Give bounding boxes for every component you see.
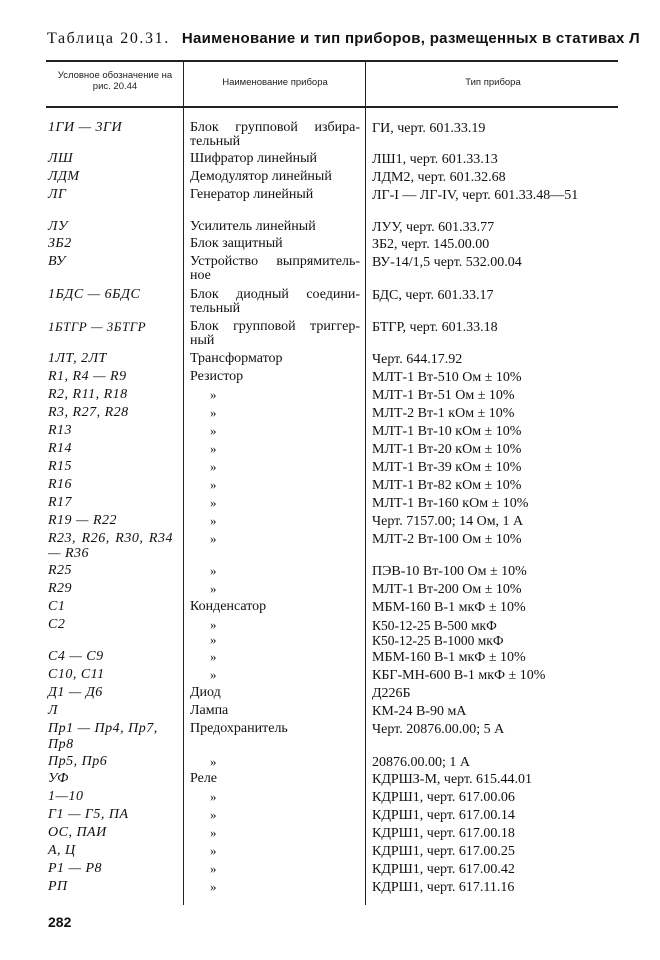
cell-type: МЛТ-2 Вт-100 Ом ± 10% — [372, 532, 522, 547]
cell-symbol: R14 — [48, 441, 73, 456]
cell-type: БТГР, черт. 601.33.18 — [372, 320, 498, 335]
cell-symbol: R13 — [48, 423, 73, 438]
cell-type: МЛТ-1 Вт-10 кОм ± 10% — [372, 424, 522, 439]
cell-symbol: А, Ц — [48, 843, 76, 858]
cell-name — [190, 862, 360, 876]
cell-symbol: 1ГИ — 3ГИ — [48, 120, 123, 135]
header-type: Тип прибора — [465, 77, 521, 88]
table-caption — [47, 30, 647, 48]
cell-name — [190, 808, 360, 822]
cell-symbol: C10, C11 — [48, 667, 105, 682]
cell-symbol: R19 — R22 — [48, 513, 118, 528]
cell-name — [190, 618, 360, 632]
table-label: Таблица 20.31. — [47, 30, 170, 47]
cell-type: КДРШ1, черт. 617.00.42 — [372, 862, 515, 877]
cell-name — [190, 650, 360, 664]
cell-symbol: R2, R11, R18 — [48, 387, 128, 402]
cell-name — [190, 496, 360, 510]
cell-name — [190, 406, 360, 420]
cell-symbol: ЛГ — [48, 187, 67, 202]
cell-name — [190, 478, 360, 492]
cell-name — [190, 755, 360, 769]
ditto-mark: » — [210, 843, 217, 858]
ditto-mark: » — [210, 632, 217, 647]
cell-name: Реле — [190, 771, 218, 786]
ditto-mark: » — [210, 513, 217, 528]
cell-type: ЛДМ2, черт. 601.32.68 — [372, 170, 506, 185]
cell-name: Шифратор линейный — [190, 151, 318, 166]
ditto-mark: » — [210, 459, 217, 474]
cell-type: 20876.00.00; 1 А — [372, 755, 470, 770]
cell-type: КДРШ1, черт. 617.11.16 — [372, 880, 515, 895]
cell-name: Блок диодный соедини-тельный — [190, 287, 360, 316]
cell-symbol: 1БДС — 6БДС — [48, 287, 141, 302]
ditto-mark: » — [210, 405, 217, 420]
cell-type: К50-12-25 В-500 мкФ — [372, 618, 497, 633]
cell-name — [190, 564, 360, 578]
ditto-mark: » — [210, 441, 217, 456]
cell-type: МЛТ-1 Вт-510 Ом ± 10% — [372, 370, 522, 385]
cell-symbol: R15 — [48, 459, 73, 474]
cell-type: МЛТ-1 Вт-51 Ом ± 10% — [372, 388, 515, 403]
ditto-mark: » — [210, 861, 217, 876]
cell-name — [190, 633, 360, 647]
cell-name: Резистор — [190, 369, 244, 384]
cell-name — [190, 790, 360, 804]
cell-symbol: Р1 — Р8 — [48, 861, 103, 876]
cell-type: Черт. 20876.00.00; 5 А — [372, 722, 505, 737]
cell-type: К50-12-25 В-1000 мкФ — [372, 633, 504, 648]
cell-type: МБМ-160 В-1 мкФ ± 10% — [372, 600, 526, 615]
table-title: Наименование и тип приборов, размещенных в стативах Л — [181, 30, 640, 47]
ditto-mark: » — [210, 789, 217, 804]
cell-name: Блок защитный — [190, 236, 283, 251]
cell-symbol: ЛШ — [48, 151, 74, 166]
cell-type: ВУ-14/1,5 черт. 532.00.04 — [372, 255, 522, 270]
cell-symbol: Л — [48, 703, 58, 718]
cell-type: МЛТ-1 Вт-82 кОм ± 10% — [372, 478, 522, 493]
cell-type: КБГ-МН-600 В-1 мкФ ± 10% — [372, 668, 546, 683]
cell-type: ЛГ-I — ЛГ-IV, черт. 601.33.48—51 — [372, 188, 579, 203]
ditto-mark: » — [210, 754, 217, 769]
cell-name — [190, 826, 360, 840]
cell-symbol: РП — [48, 879, 68, 894]
cell-symbol: 1БТГР — 3БТГР — [48, 319, 147, 334]
cell-name — [190, 880, 360, 894]
cell-name: Конденсатор — [190, 599, 267, 614]
cell-type: МЛТ-1 Вт-39 кОм ± 10% — [372, 460, 522, 475]
cell-symbol: R29 — [48, 581, 73, 596]
cell-symbol: C2 — [48, 617, 66, 632]
ditto-mark: » — [210, 667, 217, 682]
cell-symbol: R3, R27, R28 — [48, 405, 129, 420]
cell-type: ПЭВ-10 Вт-100 Ом ± 10% — [372, 564, 527, 579]
ditto-mark: » — [210, 495, 217, 510]
column-divider-1 — [183, 60, 184, 905]
cell-symbol: R25 — [48, 563, 73, 578]
cell-type: МЛТ-1 Вт-20 кОм ± 10% — [372, 442, 522, 457]
ditto-mark: » — [210, 563, 217, 578]
cell-name: Усилитель линейный — [190, 219, 316, 234]
ditto-mark: » — [210, 825, 217, 840]
ditto-mark: » — [210, 531, 217, 546]
cell-name — [190, 668, 360, 682]
cell-symbol: ВУ — [48, 254, 66, 269]
cell-symbol: Д1 — Д6 — [48, 685, 103, 700]
cell-type: МЛТ-1 Вт-160 кОм ± 10% — [372, 496, 529, 511]
table-top-rule — [46, 60, 618, 62]
cell-type: КДРШ1, черт. 617.00.18 — [372, 826, 515, 841]
cell-name: Блок групповой избира-тельный — [190, 120, 360, 149]
cell-name: Устройство выпрямитель-ное — [190, 254, 360, 283]
ditto-mark: » — [210, 581, 217, 596]
cell-name: Предохранитель — [190, 721, 288, 736]
cell-symbol: Пр5, Пр6 — [48, 754, 108, 769]
cell-type: МЛТ-1 Вт-200 Ом ± 10% — [372, 582, 522, 597]
cell-type: МЛТ-2 Вт-1 кОм ± 10% — [372, 406, 515, 421]
cell-type: КДРШ1, черт. 617.00.25 — [372, 844, 515, 859]
cell-symbol: УФ — [48, 771, 69, 786]
ditto-mark: » — [210, 387, 217, 402]
cell-type: КДРШ1, черт. 617.00.14 — [372, 808, 515, 823]
page-number: 282 — [48, 914, 72, 930]
cell-name: Демодулятор линейный — [190, 169, 332, 184]
cell-name — [190, 424, 360, 438]
cell-name — [190, 514, 360, 528]
ditto-mark: » — [210, 649, 217, 664]
cell-name — [190, 582, 360, 596]
ditto-mark: » — [210, 879, 217, 894]
cell-name — [190, 460, 360, 474]
cell-type: КДРШ1, черт. 617.00.06 — [372, 790, 515, 805]
cell-type: МБМ-160 В-1 мкФ ± 10% — [372, 650, 526, 665]
cell-symbol: ОС, ПАИ — [48, 825, 107, 840]
cell-symbol: R16 — [48, 477, 73, 492]
cell-symbol: ЛДМ — [48, 169, 80, 184]
column-divider-2 — [365, 60, 366, 905]
cell-symbol: C1 — [48, 599, 66, 614]
ditto-mark: » — [210, 617, 217, 632]
cell-type: Черт. 644.17.92 — [372, 352, 463, 367]
cell-name: Лампа — [190, 703, 229, 718]
ditto-mark: » — [210, 423, 217, 438]
header-symbol: Условное обозначение на рис. 20.44 — [57, 70, 173, 92]
cell-type: КМ-24 В-90 мА — [372, 704, 467, 719]
ditto-mark: » — [210, 807, 217, 822]
cell-type: ЛУУ, черт. 601.33.77 — [372, 220, 495, 235]
cell-name — [190, 844, 360, 858]
header-bottom-rule — [46, 106, 618, 108]
cell-name: Диод — [190, 685, 221, 700]
cell-type: ЗБ2, черт. 145.00.00 — [372, 237, 490, 252]
cell-symbol: Г1 — Г5, ПА — [48, 807, 129, 822]
cell-type: Д226Б — [372, 686, 411, 701]
cell-symbol: C4 — C9 — [48, 649, 104, 664]
header-name: Наименование прибора — [222, 77, 328, 88]
cell-symbol: R1, R4 — R9 — [48, 369, 127, 384]
cell-name: Трансформатор — [190, 351, 283, 366]
cell-name: Блок групповой триггер-ный — [190, 319, 360, 348]
cell-symbol: 1ЛТ, 2ЛТ — [48, 351, 107, 366]
cell-symbol: Пр1 — Пр4, Пр7, Пр8 — [48, 721, 158, 752]
cell-symbol: ЛУ — [48, 219, 68, 234]
cell-type: БДС, черт. 601.33.17 — [372, 288, 494, 303]
cell-type: Черт. 7157.00; 14 Ом, 1 А — [372, 514, 524, 529]
cell-type: ГИ, черт. 601.33.19 — [372, 121, 486, 136]
cell-symbol: ЗБ2 — [48, 236, 72, 251]
cell-name — [190, 442, 360, 456]
ditto-mark: » — [210, 477, 217, 492]
cell-symbol: R23, R26, R30, R34 — R36 — [48, 531, 173, 561]
cell-type: КДРШЗ-М, черт. 615.44.01 — [372, 772, 533, 787]
cell-symbol: 1—10 — [48, 789, 84, 804]
cell-type: ЛШ1, черт. 601.33.13 — [372, 152, 498, 167]
cell-symbol: R17 — [48, 495, 73, 510]
cell-name: Генератор линейный — [190, 187, 314, 202]
cell-name — [190, 532, 360, 546]
cell-name — [190, 388, 360, 402]
